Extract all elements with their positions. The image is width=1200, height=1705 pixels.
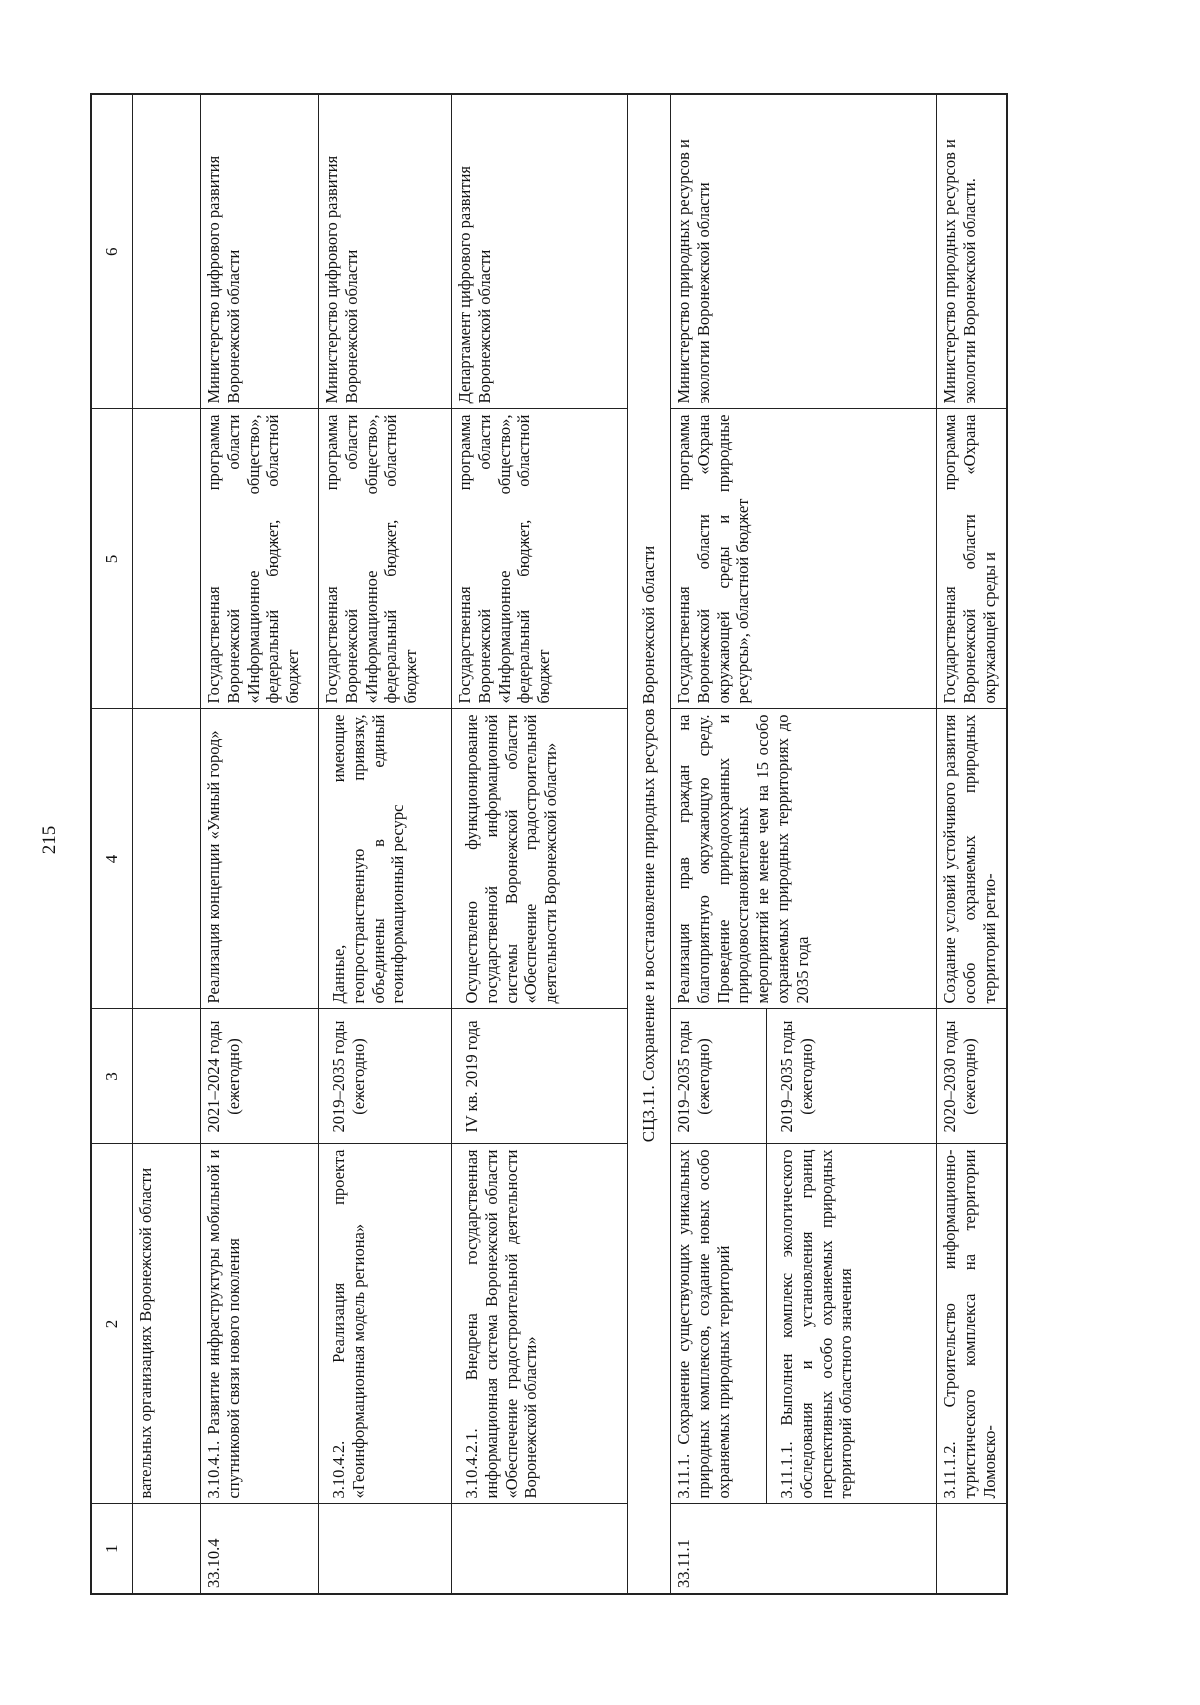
task-cell: 3.10.4.2. Реализация проекта «Геоинформационная модель региона»: [319, 1144, 452, 1504]
source-cell: Государственная программа Воронежской области «Охрана окружающей среды и: [937, 409, 1007, 709]
task-cell: 3.11.1.1. Выполнен комплекс экологического обследования и установления границ перспективных особо охраняемых природных территорий областного значения: [767, 1144, 937, 1504]
responsible-cell: [133, 94, 201, 409]
column-number: 5: [91, 409, 133, 709]
rotated-table-page: [90, 95, 1090, 1595]
column-number: 2: [91, 1144, 133, 1504]
task-cell: 3.10.4.2.1. Внедрена государственная информационная система Воронежской области «Обеспечение градостроительной деятельности Воронежской области»: [452, 1144, 628, 1504]
plan-table: [90, 93, 1008, 1595]
source-cell: Государственная программа Воронежской области «Информационное общество», федеральный бюджет, областной бюджет: [201, 409, 319, 709]
result-cell: Создание условий устойчивого развития особо охраняемых природных территорий регио-: [937, 709, 1007, 1009]
column-number: 6: [91, 94, 133, 409]
section-title: СЦ3.11. Сохранение и восстановление природных ресурсов Воронежской области: [628, 94, 671, 1594]
responsible-cell: Департамент цифрового развития Воронежской области: [452, 94, 628, 409]
code-cell: [133, 1504, 201, 1594]
period-cell: [133, 1009, 201, 1144]
result-cell: Реализация прав граждан на благоприятную окружающую среду. Проведение природоохранных и природовосстановительных мероприятий не менее чем на 15 особо охраняемых природных территориях до 2035 года: [671, 709, 937, 1009]
responsible-cell: Министерство природных ресурсов и экологии Воронежской области: [671, 94, 937, 409]
result-cell: Осуществлено функционирование государственной информационной системы Воронежской области «Обеспечение градостроительной деятельности Воронежской области»: [452, 709, 628, 1009]
code-cell: 33.11.1: [671, 1504, 937, 1594]
code-cell: [937, 1504, 1007, 1594]
period-cell: 2021–2024 годы (ежегодно): [201, 1009, 319, 1144]
column-number: 1: [91, 1504, 133, 1594]
code-cell: [452, 1504, 628, 1594]
section-row: [628, 94, 671, 1594]
result-cell: Данные, имеющие геопространственную привязку, объединены в единый геоинформационный ресурс: [319, 709, 452, 1009]
table-row: [319, 94, 452, 1594]
source-cell: Государственная программа Воронежской области «Информационное общество», федеральный бюджет, областной бюджет: [452, 409, 628, 709]
table-row: [937, 94, 1007, 1594]
task-cell: 3.11.1. Сохранение существующих уникальных природных комплексов, создание новых особо охраняемых природных территорий: [671, 1144, 767, 1504]
column-number: 4: [91, 709, 133, 1009]
responsible-cell: Министерство природных ресурсов и экологии Воронежской области.: [937, 94, 1007, 409]
task-cell: вательных организациях Воронежской области: [133, 1144, 201, 1504]
page-number: 215: [39, 825, 60, 855]
period-cell: 2019–2035 годы (ежегодно): [767, 1009, 937, 1144]
source-cell: Государственная программа Воронежской области «Информационное общество», федеральный бюджет, областной бюджет: [319, 409, 452, 709]
task-cell: 3.10.4.1. Развитие инфраструктуры мобильной и спутниковой связи нового поколения: [201, 1144, 319, 1504]
code-cell: [319, 1504, 452, 1594]
table-row: [201, 94, 319, 1594]
source-cell: [133, 409, 201, 709]
table-row: [452, 94, 628, 1594]
responsible-cell: Министерство цифрового развития Воронежской области: [319, 94, 452, 409]
task-cell: 3.11.1.2. Строительство информационно-туристического комплекса на территории Ломовско-: [937, 1144, 1007, 1504]
table-row: [133, 94, 201, 1594]
period-cell: 2019–2035 годы (ежегодно): [671, 1009, 767, 1144]
period-cell: 2019–2035 годы (ежегодно): [319, 1009, 452, 1144]
column-numbers-row: [91, 94, 133, 1594]
code-cell: 33.10.4: [201, 1504, 319, 1594]
result-cell: [133, 709, 201, 1009]
source-cell: Государственная программа Воронежской области «Охрана окружающей среды и природные ресурсы», областной бюджет: [671, 409, 937, 709]
result-cell: Реализация концепции «Умный город»: [201, 709, 319, 1009]
period-cell: IV кв. 2019 года: [452, 1009, 628, 1144]
period-cell: 2020–2030 годы (ежегодно): [937, 1009, 1007, 1144]
column-number: 3: [91, 1009, 133, 1144]
responsible-cell: Министерство цифрового развития Воронежской области: [201, 94, 319, 409]
table-row: [671, 94, 767, 1594]
